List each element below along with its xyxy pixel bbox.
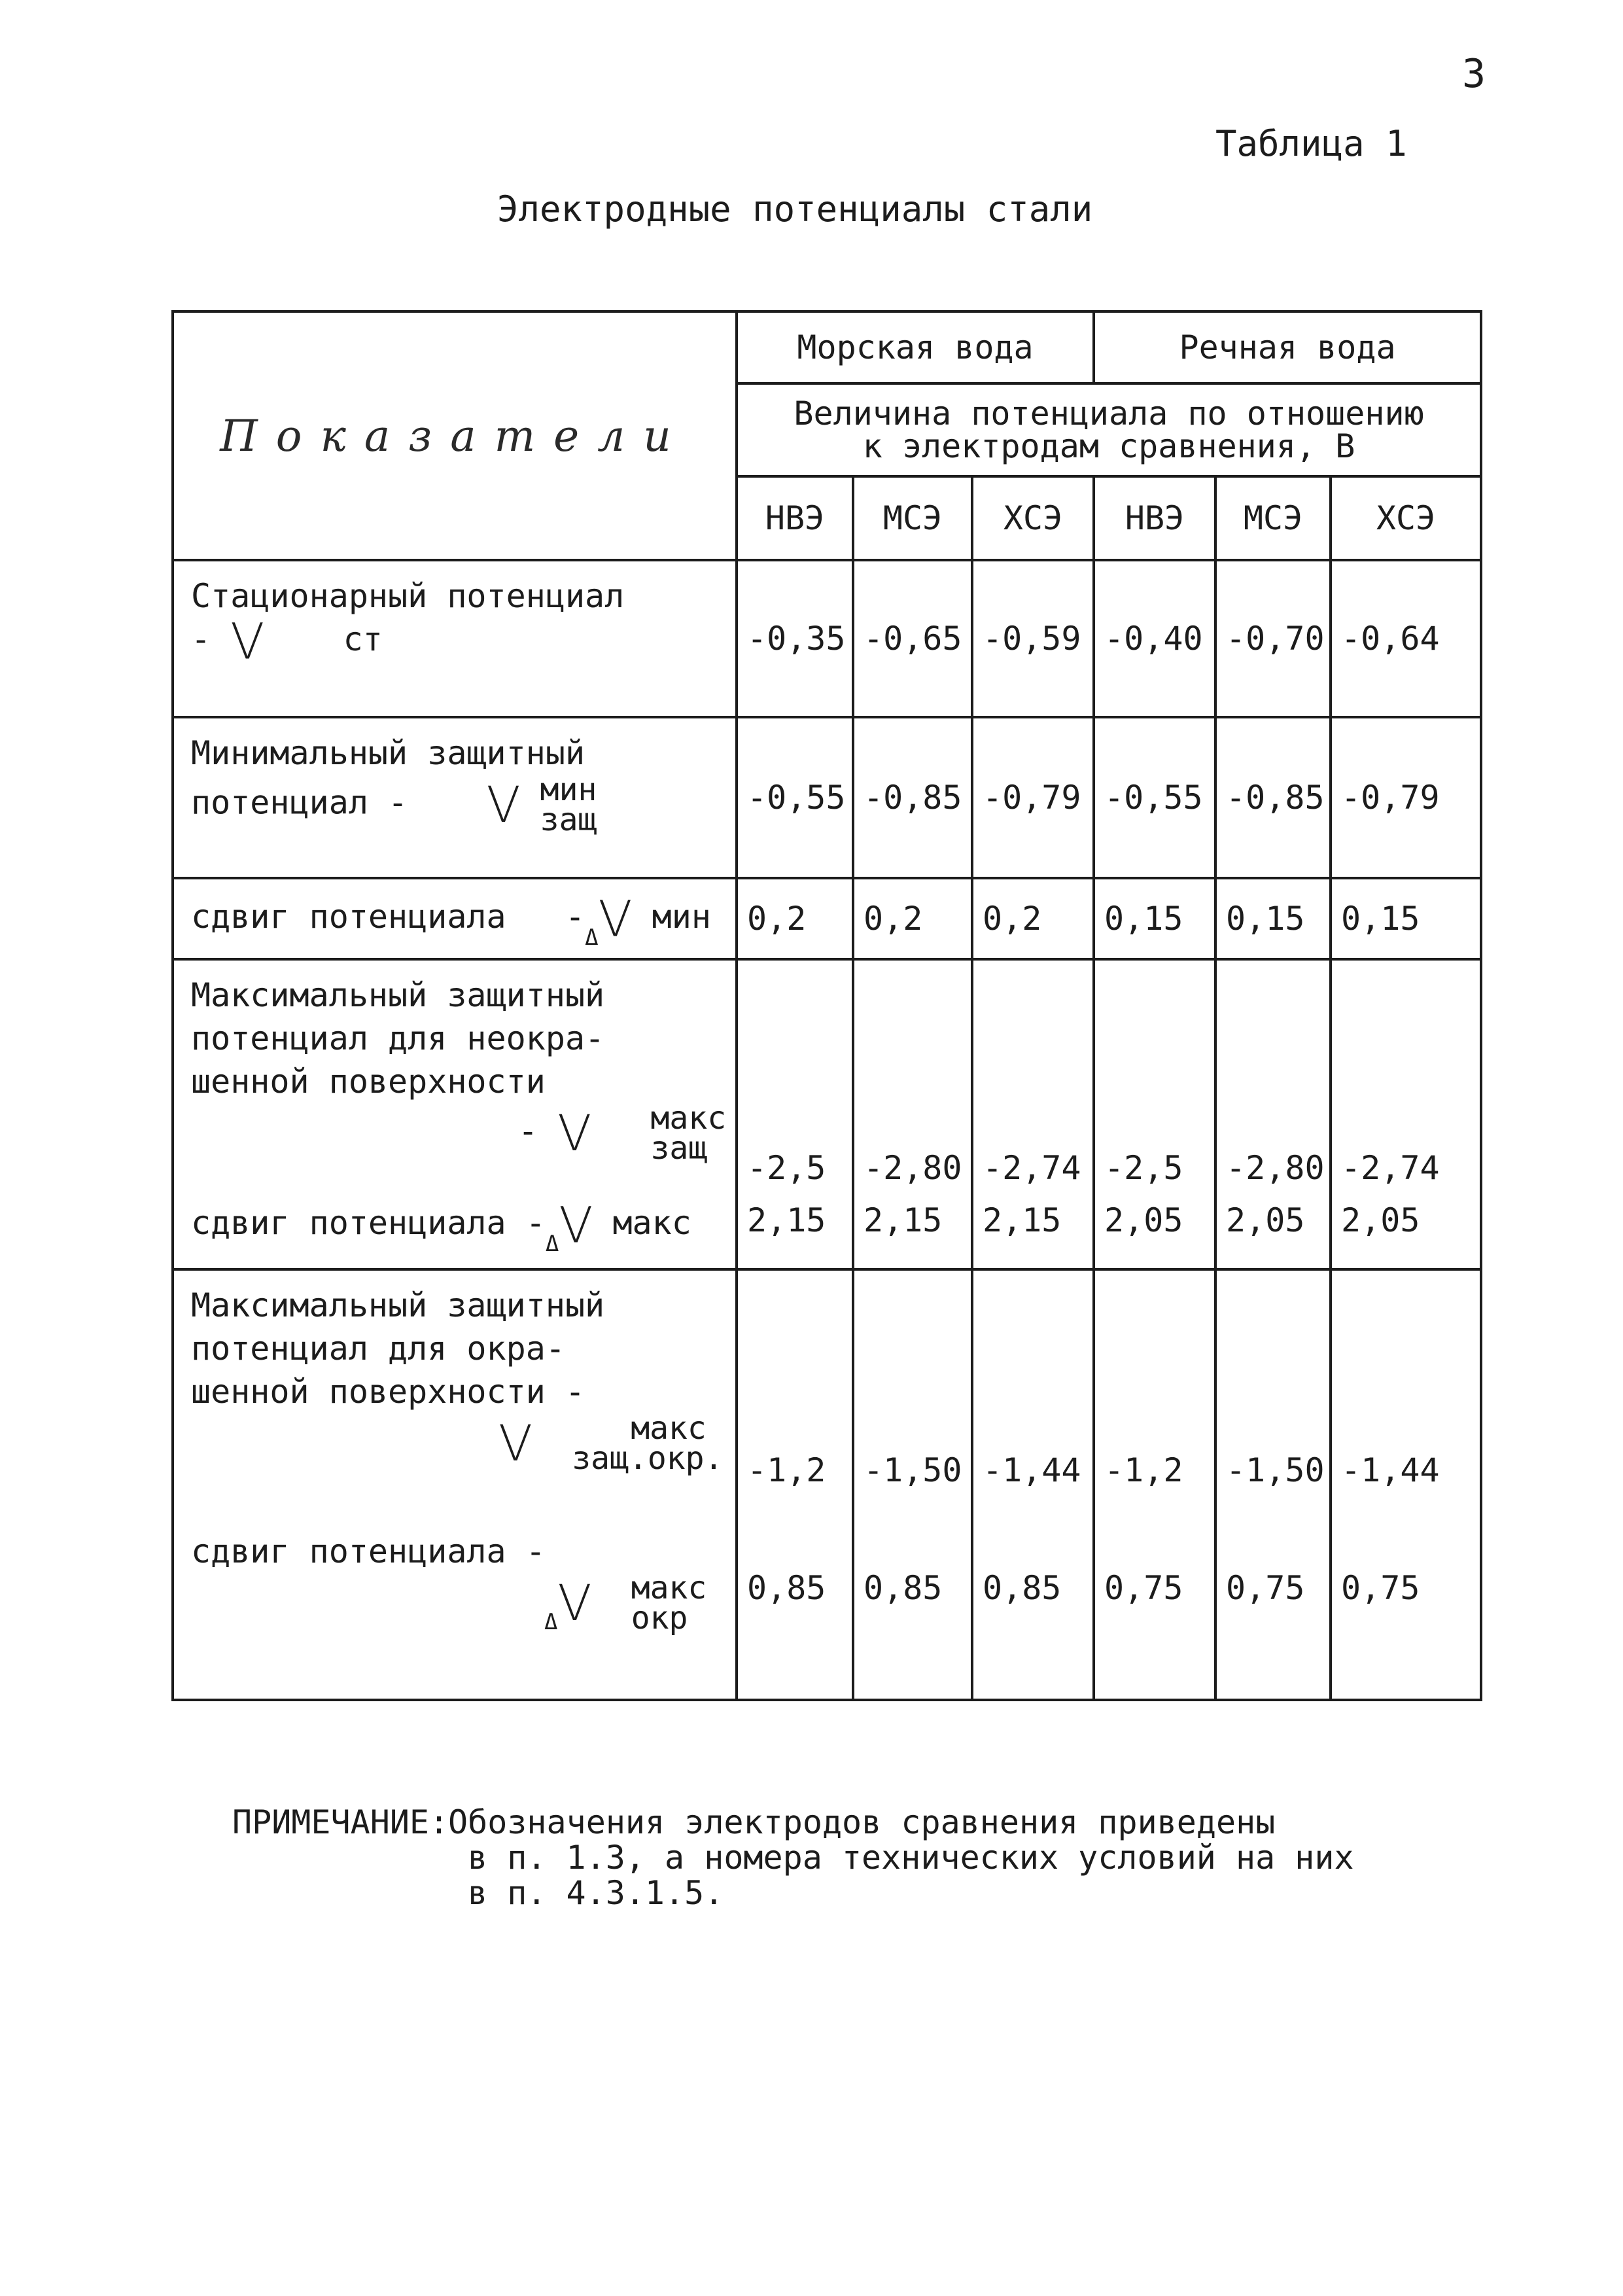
potential-symbol: V (598, 889, 633, 948)
electrode-header: МСЭ (1215, 476, 1331, 560)
table-cell: -2,80 (853, 959, 972, 1201)
subscript-stack (540, 771, 597, 838)
table-cell: 0,75 (1215, 1504, 1331, 1700)
table-cell: 2,05 (1215, 1201, 1331, 1269)
table-cell: -2,74 (1331, 959, 1481, 1201)
footnote-line: в п. 1.3, а номера технических условий на них (468, 1839, 1354, 1877)
table-cell: 0,85 (972, 1504, 1094, 1700)
subscript: мин (652, 898, 711, 936)
table-cell: -0,55 (1094, 717, 1215, 878)
table-cell: -1,50 (853, 1269, 972, 1504)
table-cell: -1,44 (972, 1269, 1094, 1504)
table-cell: 0,85 (853, 1504, 972, 1700)
header-row-groups (173, 311, 1481, 383)
table-cell: 0,2 (972, 878, 1094, 959)
table-cell: -2,5 (1094, 959, 1215, 1201)
row-label-formula (191, 1195, 729, 1257)
table-cell: 2,15 (853, 1201, 972, 1269)
dash: - (525, 1204, 546, 1242)
table-label: Таблица 1 (1215, 123, 1407, 164)
subscript-stack (631, 1570, 707, 1636)
table-cell: 0,2 (737, 878, 853, 959)
row-label-max-unpainted-shift (173, 1195, 737, 1269)
table-cell: -1,44 (1331, 1269, 1481, 1504)
dash: - (191, 620, 211, 658)
table-cell: 0,15 (1215, 878, 1331, 959)
row-label-max-painted (173, 1269, 737, 1504)
row-label-text: Стационарный потенциал (191, 577, 625, 615)
row-label-formula (191, 1100, 729, 1167)
subscript: макс (612, 1204, 691, 1242)
table-cell: -2,5 (737, 959, 853, 1201)
table-cell: 0,2 (853, 878, 972, 959)
subscript-stack (650, 1100, 727, 1167)
table-cell: -0,64 (1331, 560, 1481, 717)
table-cell: -0,85 (853, 717, 972, 878)
subscript-top: макс (631, 1410, 707, 1447)
table-cell: -0,70 (1215, 560, 1331, 717)
indicators-header: Показатели (173, 311, 737, 560)
table-cell: 2,15 (972, 1201, 1094, 1269)
dash: - (565, 898, 585, 936)
row-label-stationary (173, 560, 737, 717)
table-cell: -0,65 (853, 560, 972, 717)
row-label-max-unpainted (173, 959, 737, 1201)
table-row (173, 1269, 1481, 1504)
row-label-max-painted-shift (173, 1504, 737, 1700)
table-cell: -2,74 (972, 959, 1094, 1201)
row-label-text: потенциал - (191, 783, 408, 822)
sea-water-header: Морская вода (737, 311, 1094, 383)
table-cell: 0,85 (737, 1504, 853, 1700)
subscript-top: макс (650, 1100, 727, 1137)
table-cell: -0,79 (972, 717, 1094, 878)
table-cell: -0,59 (972, 560, 1094, 717)
table-cell: -1,2 (737, 1269, 853, 1504)
table-cell: -0,35 (737, 560, 853, 717)
footnote-line: в п. 4.3.1.5. (468, 1874, 724, 1912)
potential-symbol: V (486, 775, 521, 834)
river-water-header: Речная вода (1094, 311, 1481, 383)
row-label-text: потенциал для окра- (191, 1330, 565, 1368)
potentials-table (171, 310, 1482, 1701)
table-cell: -0,55 (737, 717, 853, 878)
delta-symbol: Δ (545, 1231, 559, 1257)
table-cell: 2,05 (1331, 1201, 1481, 1269)
page-number: 3 (1462, 51, 1486, 97)
subscript-top: мин (540, 771, 597, 808)
table-cell: -0,79 (1331, 717, 1481, 878)
row-label-text: шенной поверхности - (191, 1373, 585, 1411)
electrode-header: ХСЭ (1331, 476, 1481, 560)
table-title: Электродные потенциалы стали (497, 188, 1093, 230)
potential-subheader-line1: Величина потенциала по отношению (794, 395, 1424, 433)
electrode-header: ХСЭ (972, 476, 1094, 560)
table-row (173, 1201, 1481, 1269)
potential-symbol: V (498, 1414, 532, 1472)
subscript-bottom: защ (540, 802, 597, 838)
row-label-min-protective (173, 717, 737, 878)
table-cell: 0,75 (1094, 1504, 1215, 1700)
row-label-text: Максимальный защитный (191, 976, 605, 1014)
table-row (173, 560, 1481, 717)
electrode-header: МСЭ (853, 476, 972, 560)
footnote-line: Обозначения электродов сравнения приведены (448, 1803, 1276, 1841)
footnote-head: ПРИМЕЧАНИЕ: (232, 1803, 449, 1841)
table-cell: -1,50 (1215, 1269, 1331, 1504)
subscript-bottom: защ (650, 1130, 708, 1167)
table-row (173, 1504, 1481, 1700)
electrode-header: НВЭ (1094, 476, 1215, 560)
table-cell: 0,15 (1094, 878, 1215, 959)
table-cell: 0,75 (1331, 1504, 1481, 1700)
potential-symbol: V (559, 1195, 593, 1254)
subscript-bottom: окр (631, 1600, 688, 1636)
table-cell: -1,2 (1094, 1269, 1215, 1504)
potential-subheader-line2: к электродам сравнения, В (862, 427, 1355, 465)
table-row (173, 959, 1481, 1201)
table-cell: 2,05 (1094, 1201, 1215, 1269)
potential-subheader (737, 383, 1481, 476)
table-cell: -0,85 (1215, 717, 1331, 878)
table-row (173, 717, 1481, 878)
row-label-text: Максимальный защитный (191, 1286, 605, 1324)
table-cell: 0,15 (1331, 878, 1481, 959)
table-cell: -0,40 (1094, 560, 1215, 717)
row-label-formula (191, 1570, 729, 1636)
subscript-stack (572, 1410, 724, 1477)
potential-symbol: V (557, 1104, 592, 1162)
row-label-text: потенциал для неокра- (191, 1019, 605, 1057)
table-cell: 2,15 (737, 1201, 853, 1269)
potential-symbol: V (557, 1574, 592, 1632)
footnote-body (448, 1803, 1354, 1912)
row-label-formula (191, 889, 729, 951)
table-cell: -2,80 (1215, 959, 1331, 1201)
dash: - (518, 1112, 538, 1150)
row-label-text: шенной поверхности (191, 1063, 546, 1101)
row-label-formula (191, 771, 729, 838)
table-row (173, 878, 1481, 959)
delta-symbol: Δ (544, 1608, 558, 1635)
subscript-top: макс (631, 1570, 707, 1606)
row-label-formula (191, 1410, 729, 1477)
electrode-header: НВЭ (737, 476, 853, 560)
delta-symbol: Δ (585, 925, 599, 951)
row-label-min-shift (173, 878, 737, 959)
row-label-formula (191, 612, 729, 671)
row-label-text: сдвиг потенциала (191, 898, 506, 936)
potential-symbol: V (230, 612, 265, 671)
row-label-text: сдвиг потенциала - (191, 1532, 546, 1570)
subscript-bottom: защ.окр. (572, 1440, 724, 1477)
row-label-text: Минимальный защитный (191, 734, 585, 772)
row-label-text: сдвиг потенциала (191, 1204, 506, 1242)
subscript: ст (343, 620, 383, 658)
